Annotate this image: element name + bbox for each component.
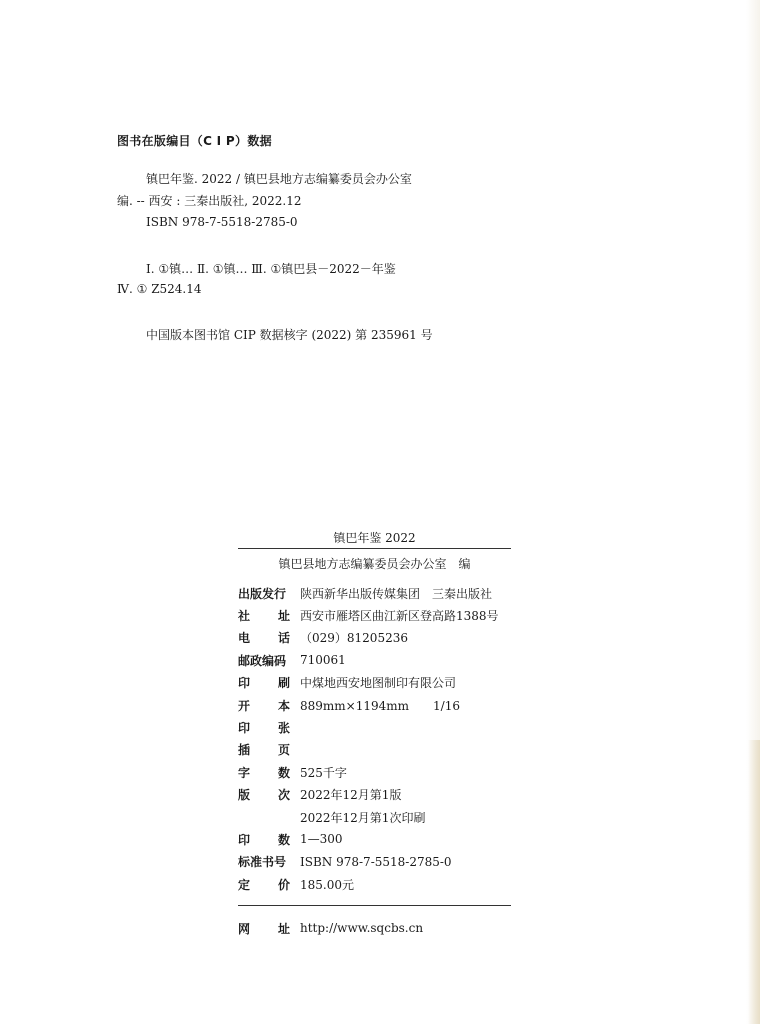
colophon-row-value: 710061 [300, 653, 346, 668]
colophon-row-label [238, 629, 290, 646]
colophon-row-label [238, 764, 290, 781]
cip-line-isbn: ISBN 978-7-5518-2785-0 [146, 215, 298, 229]
colophon-row-value: 陕西新华出版传媒集团 三秦出版社 [300, 586, 493, 601]
label-char-b: 数 [277, 832, 290, 847]
colophon-row-value: 889mm×1194mm 1/16 [300, 698, 460, 713]
colophon-row [238, 828, 538, 850]
colophon-title: 镇巴年鉴 2022 [333, 531, 416, 545]
colophon-row-value: 2022年12月第1版 [300, 788, 402, 803]
colophon-row-label [238, 853, 290, 870]
label-char-a: 社 [238, 609, 251, 624]
colophon-row-label [238, 719, 290, 736]
colophon-row-value: 中煤地西安地图制印有限公司 [300, 676, 457, 691]
colophon-row-label [238, 741, 290, 758]
colophon-row [238, 582, 538, 604]
label-char-a: 印 [238, 832, 251, 847]
colophon-row [238, 672, 538, 694]
colophon-row-value: ISBN 978-7-5518-2785-0 [300, 854, 452, 869]
label-char-a: 字 [238, 765, 251, 780]
colophon-row [238, 806, 538, 828]
colophon-rows [238, 582, 538, 895]
colophon-row [238, 873, 538, 895]
colophon-row-value: 西安市雁塔区曲江新区登高路1388号 [300, 609, 499, 624]
label-char-a: 电 [238, 631, 251, 646]
colophon-row-label [238, 585, 290, 602]
colophon-row-website [238, 917, 538, 939]
colophon-row-label [238, 786, 290, 803]
colophon-row-label [238, 920, 290, 937]
label-char-b: 话 [277, 631, 290, 646]
cip-line-class-number: Ⅳ. ① Z524.14 [117, 282, 202, 296]
label-char-a: 出版发行 [238, 586, 287, 601]
colophon-row-label [238, 697, 290, 714]
label-char-a: 开 [238, 698, 251, 713]
cip-line-title: 镇巴年鉴. 2022 / 镇巴县地方志编纂委员会办公室 [146, 172, 412, 186]
colophon-row-label [238, 674, 290, 691]
page-edge-shadow-lower [748, 740, 760, 1024]
label-char-b: 次 [277, 788, 290, 803]
cip-line-publisher: 编. -- 西安 : 三秦出版社, 2022.12 [117, 194, 302, 208]
label-char-b: 张 [277, 721, 290, 736]
colophon-row [238, 739, 538, 761]
label-char-b: 址 [277, 609, 290, 624]
colophon-row [238, 604, 538, 626]
label-char-a: 版 [238, 788, 251, 803]
colophon-rule-top [238, 548, 511, 549]
colophon-row [238, 649, 538, 671]
label-char-b: 页 [277, 743, 290, 758]
colophon-editor: 镇巴县地方志编纂委员会办公室 编 [278, 557, 471, 571]
colophon-row [238, 784, 538, 806]
cip-heading: 图书在版编目（C I P）数据 [117, 134, 272, 148]
website-link[interactable]: http://www.sqcbs.cn [300, 921, 424, 936]
colophon-row-value: （029）81205236 [300, 631, 408, 646]
label-char-b: 刷 [277, 676, 290, 691]
colophon-row [238, 694, 538, 716]
label-char-a: 插 [238, 743, 251, 758]
cip-verification: 中国版本图书馆 CIP 数据核字 (2022) 第 235961 号 [146, 328, 433, 342]
label-char-a: 印 [238, 721, 251, 736]
colophon-row-value: 185.00元 [300, 877, 354, 892]
colophon-row [238, 761, 538, 783]
colophon-row [238, 851, 538, 873]
colophon-row [238, 627, 538, 649]
colophon-row-label [238, 831, 290, 848]
colophon-row-label [238, 607, 290, 624]
colophon-row [238, 716, 538, 738]
label-char-a: 印 [238, 676, 251, 691]
label-char-b: 址 [277, 921, 290, 936]
colophon-row-label [238, 876, 290, 893]
label-char-b: 价 [277, 877, 290, 892]
label-char-a: 网 [238, 921, 251, 936]
label-char-a: 定 [238, 877, 251, 892]
label-char-a: 标准书号 [238, 855, 287, 870]
colophon-rule-bottom [238, 905, 511, 906]
colophon-row-value: 1—300 [300, 832, 343, 847]
colophon-row-label [238, 652, 290, 669]
label-char-b: 数 [277, 765, 290, 780]
colophon-row-value: 2022年12月第1次印刷 [300, 810, 426, 825]
colophon-row-value: 525千字 [300, 765, 347, 780]
cip-line-classification: Ⅰ. ①镇… Ⅱ. ①镇… Ⅲ. ①镇巴县－2022－年鉴 [146, 262, 396, 276]
label-char-a: 邮政编码 [238, 653, 287, 668]
label-char-b: 本 [277, 698, 290, 713]
